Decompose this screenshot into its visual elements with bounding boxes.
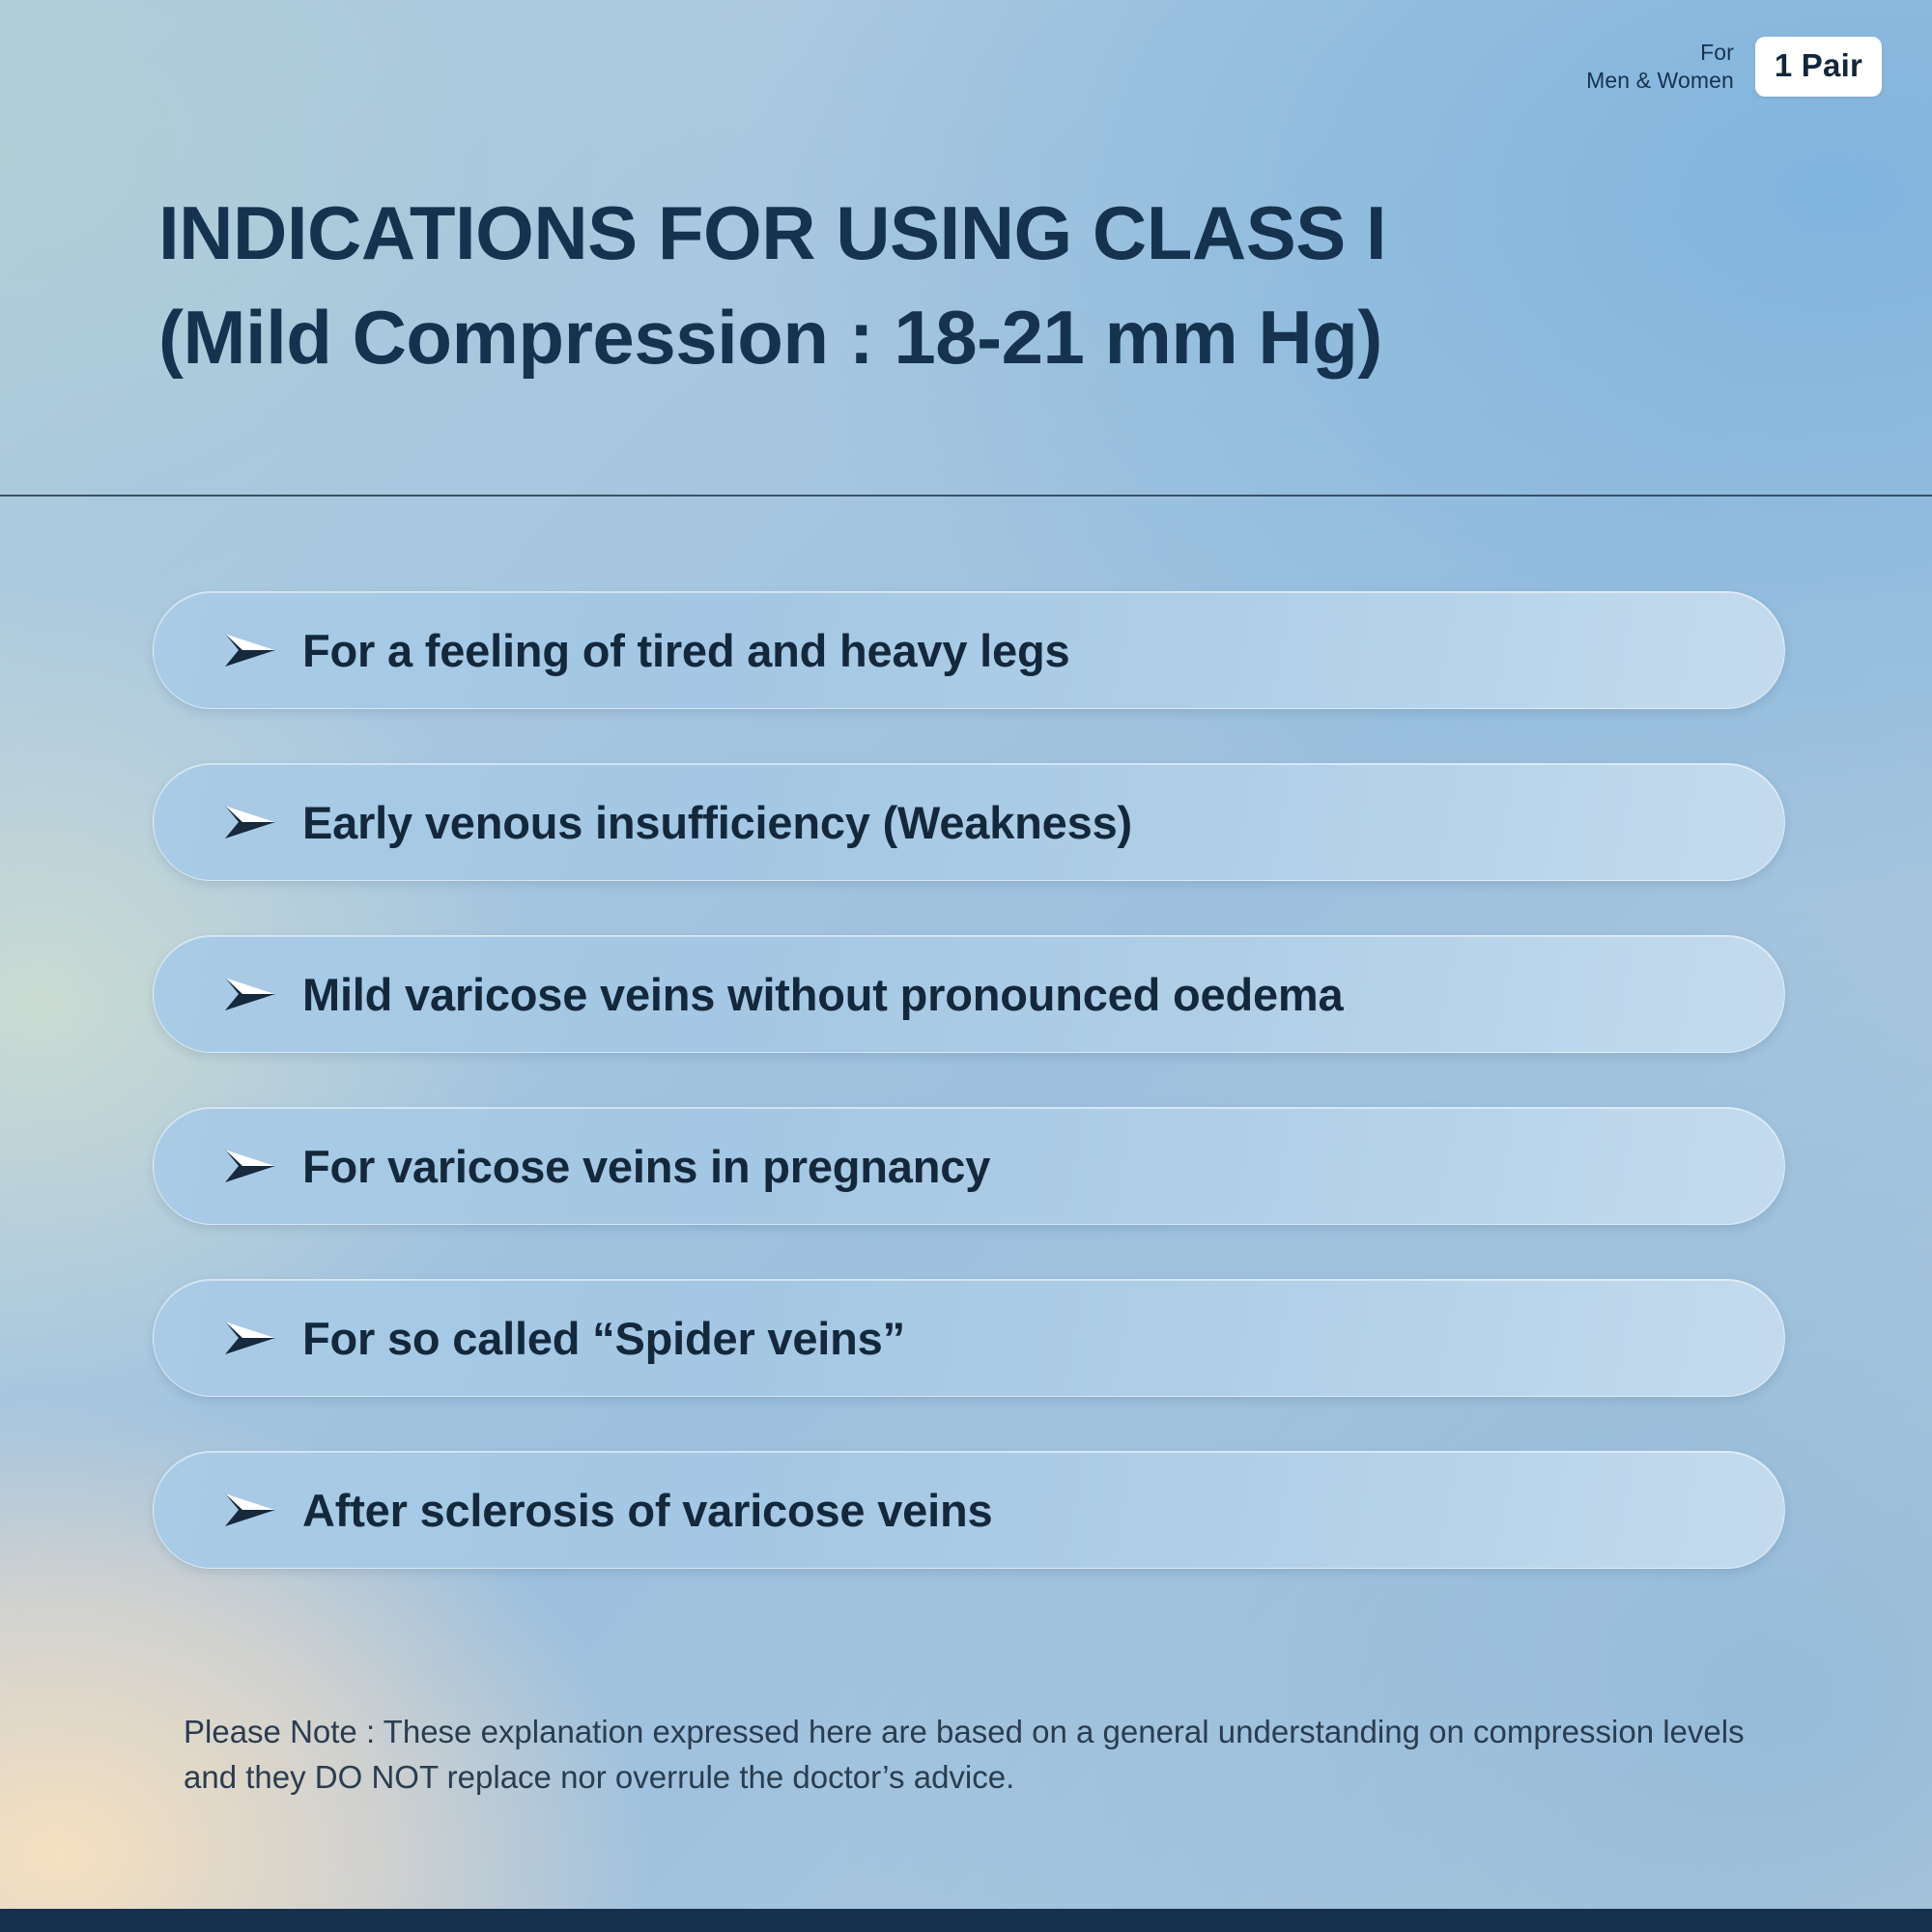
arrow-bullet-icon bbox=[223, 1488, 277, 1532]
list-item-label: For varicose veins in pregnancy bbox=[302, 1140, 991, 1192]
arrow-bullet-icon bbox=[223, 1316, 277, 1360]
arrow-bullet-icon bbox=[223, 628, 277, 672]
pair-quantity-badge: 1 Pair bbox=[1755, 37, 1882, 97]
header-divider bbox=[0, 495, 1932, 497]
list-item bbox=[153, 763, 1785, 881]
page-title-line-1: INDICATIONS FOR USING CLASS I bbox=[158, 190, 1387, 275]
footer-bar bbox=[0, 1909, 1932, 1932]
list-item bbox=[153, 1451, 1785, 1569]
list-item-label: Early venous insufficiency (Weakness) bbox=[302, 796, 1132, 848]
list-item bbox=[153, 591, 1785, 709]
list-item bbox=[153, 1279, 1785, 1397]
disclaimer-note: Please Note : These explanation expressed here are based on a general understanding on compression levels and they DO NOT replace nor overrule the doctor’s advice. bbox=[184, 1714, 1745, 1795]
list-item-label: After sclerosis of varicose veins bbox=[302, 1484, 993, 1536]
list-item-label: Mild varicose veins without pronounced oedema bbox=[302, 968, 1344, 1020]
list-item bbox=[153, 935, 1785, 1053]
arrow-bullet-icon bbox=[223, 972, 277, 1016]
audience-line-2: Men & Women bbox=[1586, 68, 1734, 93]
arrow-bullet-icon bbox=[223, 800, 277, 844]
page-title bbox=[158, 182, 1816, 389]
list-item bbox=[153, 1107, 1785, 1225]
arrow-bullet-icon bbox=[223, 1144, 277, 1188]
audience-label bbox=[1586, 39, 1734, 96]
list-item-label: For so called “Spider veins” bbox=[302, 1312, 905, 1364]
list-item-label: For a feeling of tired and heavy legs bbox=[302, 624, 1070, 676]
indications-list bbox=[153, 591, 1785, 1569]
audience-line-1: For bbox=[1700, 39, 1734, 65]
header-meta bbox=[1586, 37, 1882, 97]
page-title-line-2: (Mild Compression : 18-21 mm Hg) bbox=[158, 294, 1382, 380]
